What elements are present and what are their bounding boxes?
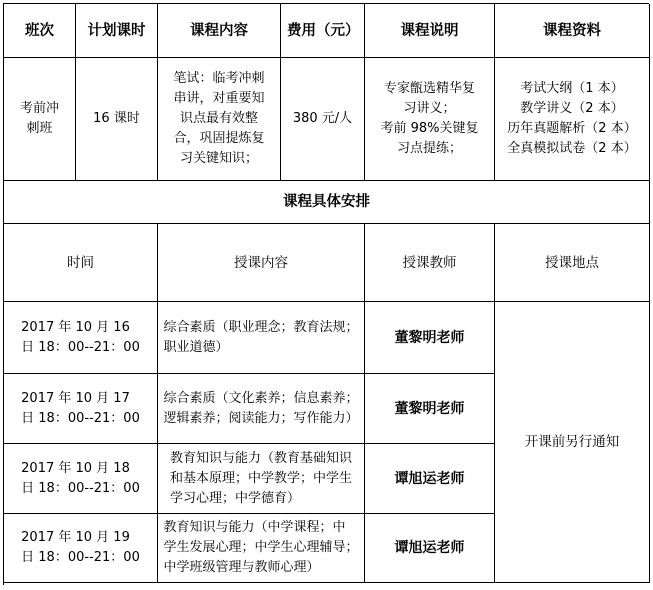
- schedule-teacher: 董黎明老师: [365, 374, 495, 444]
- schedule-content-line: 教育知识与能力（中学课程；中: [163, 520, 346, 535]
- schedule-time: [4, 374, 158, 444]
- schedule-time-line: 日 18：00--21：00: [21, 480, 140, 496]
- schedule-time-line: 2017 年 10 月 16: [21, 319, 130, 335]
- schedule-time-line: 日 18：00--21：00: [21, 410, 140, 426]
- schedule-content-line: 学生发展心理；中学生心理辅导；: [163, 540, 359, 555]
- course-table: [3, 3, 649, 585]
- course-content-line: 合，巩固提炼复: [173, 131, 265, 146]
- course-content: [158, 58, 281, 181]
- schedule-location: 开课前另行通知: [495, 302, 650, 583]
- header-class: 班次: [4, 4, 76, 58]
- schedule-time: [4, 302, 158, 374]
- schedule-teacher: 董黎明老师: [365, 302, 495, 374]
- schedule-content-line: 职业道德）: [163, 339, 229, 355]
- course-content-line: 串讲，对重要知: [173, 91, 265, 106]
- course-fee: 380 元/人: [281, 58, 365, 181]
- schedule-teacher: 谭旭运老师: [365, 514, 495, 583]
- schedule-content: [158, 514, 365, 583]
- material-item: 教学讲义（2 本）: [520, 101, 624, 116]
- course-class-line: 考前冲: [19, 101, 59, 116]
- schedule-time: [4, 514, 158, 583]
- course-class: [4, 58, 76, 181]
- schedule-content-line: 教育知识与能力（教育基础知识: [169, 450, 352, 466]
- schedule-header-location: 授课地点: [495, 224, 650, 302]
- course-hours: 16 课时: [76, 58, 158, 181]
- schedule-content: [158, 302, 365, 374]
- schedule-time-line: 2017 年 10 月 19: [21, 530, 130, 545]
- schedule-time-line: 2017 年 10 月 17: [21, 390, 130, 406]
- schedule-content-line: 综合素质（文化素养；信息素养；: [163, 390, 359, 406]
- course-description-line: 习讲义；: [403, 101, 456, 116]
- schedule-time-line: 日 18：00--21：00: [21, 550, 140, 565]
- course-description-line: 习点提练；: [396, 141, 462, 156]
- schedule-content-line: 综合素质（职业理念；教育法规；: [163, 319, 359, 335]
- course-content-line: 笔试：临考冲刺: [173, 71, 265, 86]
- course-content-line: 识点最有效整: [179, 111, 258, 126]
- schedule-content-line: 中学班级管理与教师心理）: [163, 560, 320, 575]
- header-hours: 计划课时: [76, 4, 158, 58]
- material-item: 历年真题解析（2 本）: [507, 121, 637, 136]
- schedule-time: [4, 444, 158, 514]
- course-description-line: 专家甑选精华复: [383, 81, 475, 96]
- schedule-header-teacher: 授课教师: [365, 224, 495, 302]
- header-materials: 课程资料: [495, 4, 650, 58]
- schedule-title: 课程具体安排: [4, 181, 650, 224]
- course-description-line: 考前 98%关键复: [380, 121, 479, 136]
- header-content: 课程内容: [158, 4, 281, 58]
- schedule-content-line: 学习心理；中学德育）: [169, 490, 300, 506]
- header-fee: 费用（元）: [281, 4, 365, 58]
- schedule-header-time: 时间: [4, 224, 158, 302]
- schedule-content: [158, 444, 365, 514]
- course-materials: [495, 58, 650, 181]
- schedule-time-line: 2017 年 10 月 18: [21, 460, 130, 476]
- course-content-line: 习关键知识；: [179, 151, 258, 166]
- header-description: 课程说明: [365, 4, 495, 58]
- schedule-content-line: 和基本原理；中学教学；中学生: [169, 470, 352, 486]
- schedule-content: [158, 374, 365, 444]
- schedule-time-line: 日 18：00--21：00: [21, 339, 140, 355]
- schedule-header-content: 授课内容: [158, 224, 365, 302]
- material-item: 全真模拟试卷（2 本）: [507, 141, 637, 156]
- course-description: [365, 58, 495, 181]
- material-item: 考试大纲（1 本）: [520, 81, 624, 96]
- schedule-teacher: 谭旭运老师: [365, 444, 495, 514]
- course-class-line: 刺班: [26, 121, 53, 136]
- schedule-content-line: 逻辑素养；阅读能力；写作能力）: [163, 410, 359, 426]
